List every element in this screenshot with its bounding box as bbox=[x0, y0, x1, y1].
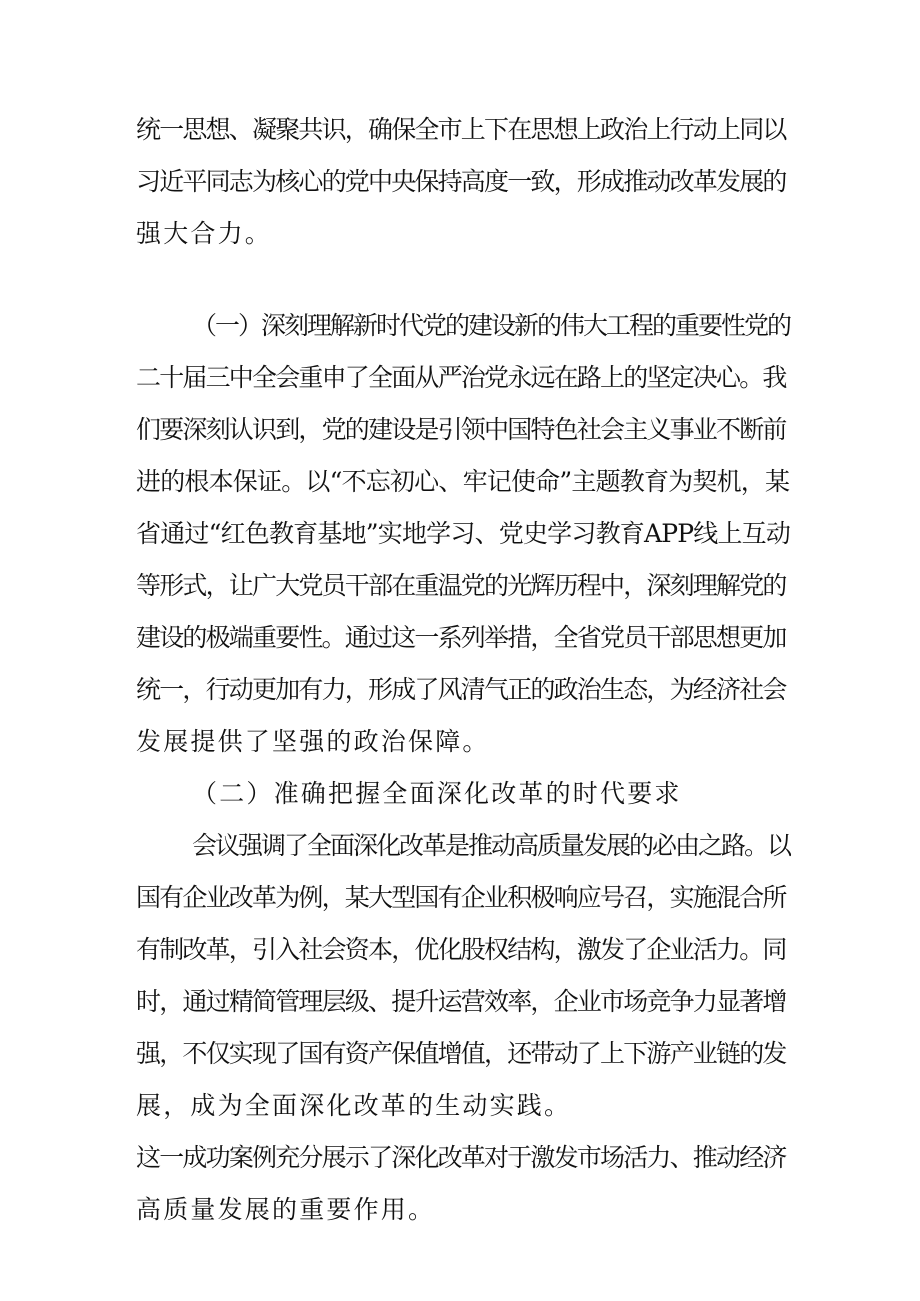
intro-line-1: 统一思想、凝聚共识，确保全市上下在思想上政治上行动上同以 bbox=[136, 115, 786, 144]
section-2-line-4: 时，通过精简管理层级、提升运营效率，企业市场竞争力显著增 bbox=[136, 987, 786, 1016]
closing-line-1: 这一成功案例充分展示了深化改革对于激发市场活力、推动经济 bbox=[136, 1143, 786, 1172]
section-2-line-6: 展，成为全面深化改革的生动实践。 bbox=[136, 1091, 572, 1120]
closing-line-2: 高质量发展的重要作用。 bbox=[136, 1195, 436, 1224]
section-2-line-5: 强，不仅实现了国有资产保值增值，还带动了上下游产业链的发 bbox=[136, 1039, 786, 1068]
section-2-line-2: 国有企业改革为例，某大型国有企业积极响应号召，实施混合所 bbox=[136, 883, 786, 912]
section-1-line-8: 统一，行动更加有力，形成了风清气正的政治生态，为经济社会 bbox=[136, 675, 786, 704]
section-1-line-3: 们要深刻认识到，党的建设是引领中国特色社会主义事业不断前 bbox=[136, 415, 786, 444]
intro-line-3: 强大合力。 bbox=[136, 219, 273, 248]
section-2-heading: （二）准确把握全面深化改革的时代要求 bbox=[192, 779, 682, 808]
section-2-line-1: 会议强调了全面深化改革是推动高质量发展的必由之路。以 bbox=[192, 831, 791, 860]
section-1-line-7: 建设的极端重要性。通过这一系列举措，全省党员干部思想更加 bbox=[136, 623, 786, 652]
section-1-line-5: 省通过“红色教育基地”实地学习、党史学习教育APP线上互动 bbox=[136, 519, 791, 548]
intro-line-2: 习近平同志为核心的党中央保持高度一致，形成推动改革发展的 bbox=[136, 167, 786, 196]
section-1-line-6: 等形式，让广大党员干部在重温党的光辉历程中，深刻理解党的 bbox=[136, 571, 786, 600]
section-2-line-3: 有制改革，引入社会资本，优化股权结构，激发了企业活力。同 bbox=[136, 935, 786, 964]
section-1-heading-line: （一）深刻理解新时代党的建设新的伟大工程的重要性党的 bbox=[192, 311, 791, 340]
section-1-line-4: 进的根本保证。以“不忘初心、牢记使命”主题教育为契机，某 bbox=[136, 467, 790, 496]
section-1-line-2: 二十届三中全会重申了全面从严治党永远在路上的坚定决心。我 bbox=[136, 363, 786, 392]
section-1-line-9: 发展提供了坚强的政治保障。 bbox=[136, 727, 490, 756]
